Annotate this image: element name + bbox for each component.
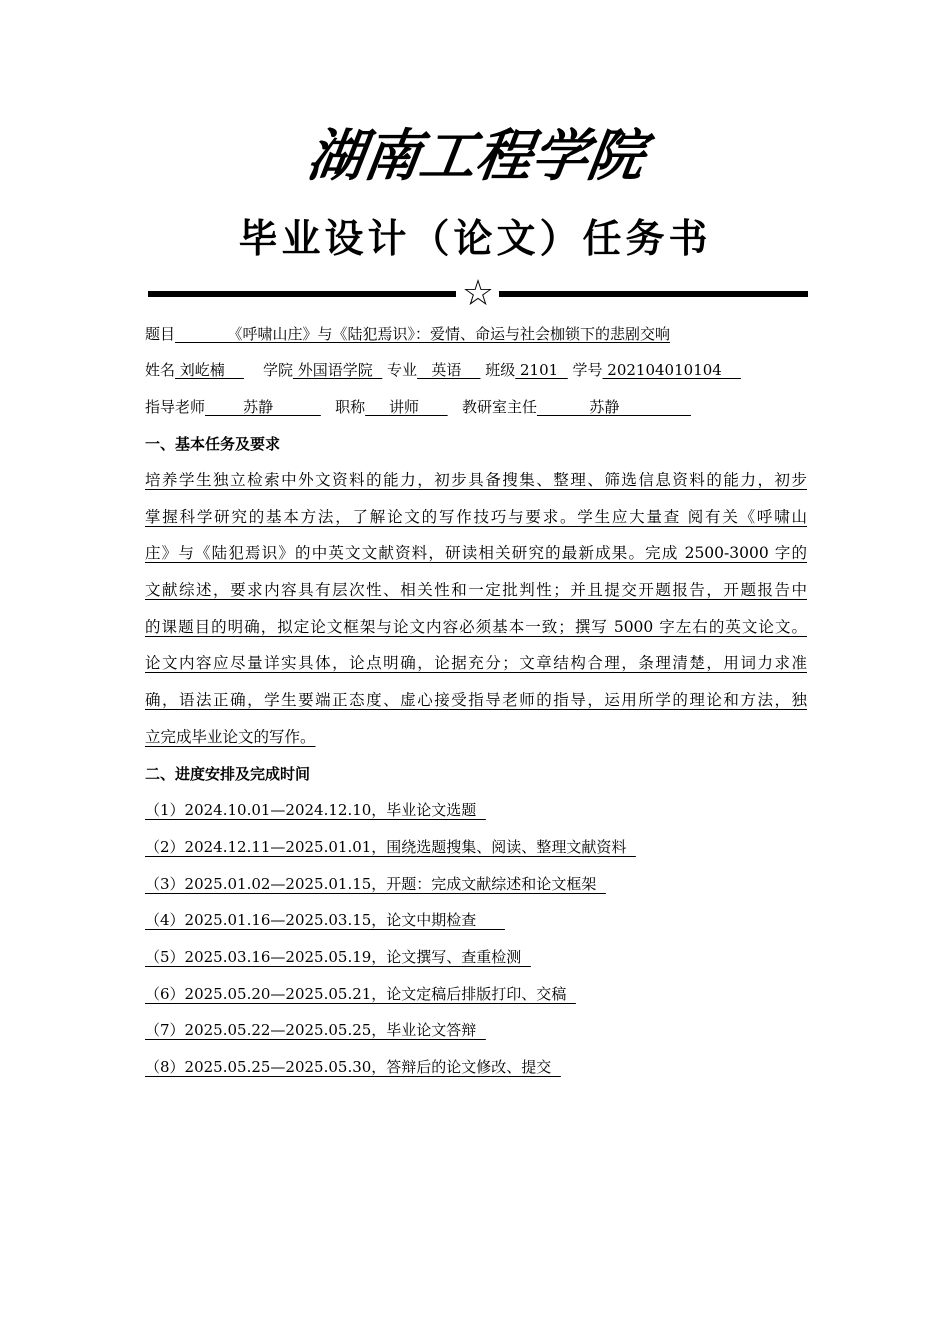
student-row — [145, 360, 741, 380]
schedule-item: （2）2024.12.11—2025.01.01，围绕选题搜集、阅读、整理文献资料 — [145, 838, 636, 856]
class-value: 2101 — [515, 361, 568, 379]
director-value: 苏静 — [536, 398, 691, 416]
topic-row — [145, 324, 670, 344]
divider-right — [499, 291, 808, 297]
section1-line: 掌握科学研究的基本方法，了解论文的写作技巧与要求。学生应大量查 阅有关《呼啸山 — [145, 508, 807, 526]
schedule-item: （1）2024.10.01—2024.12.10，毕业论文选题 — [145, 801, 486, 819]
document-title: 毕业设计（论文）任务书 — [238, 217, 712, 262]
schedule-item: （6）2025.05.20—2025.05.21，论文定稿后排版打印、交稿 — [145, 985, 576, 1003]
schedule-item: （3）2025.01.02—2025.01.15，开题：完成文献综述和论文框架 — [145, 875, 606, 893]
name-value: 刘屹楠 — [175, 361, 244, 379]
section1-line: 论文内容应尽量详实具体，论点明确，论据充分；文章结构合理，条理清楚，用词力求准 — [145, 654, 807, 672]
topic-value: 《呼啸山庄》与《陆犯焉识》：爱情、命运与社会枷锁下的悲剧交响 — [175, 325, 670, 343]
section1-line: 庄》与《陆犯焉识》的中英文文献资料，研读相关研究的最新成果。完成 2500-3000 字的 — [145, 544, 807, 562]
rank-value: 讲师 — [365, 398, 448, 416]
section1-line: 培养学生独立检索中外文资料的能力，初步具备搜集、整理、筛选信息资料的能力，初步 — [145, 471, 807, 489]
section1-line: 的课题目的明确，拟定论文框架与论文内容必须基本一致；撰写 5000 字左右的英文论文。 — [145, 618, 807, 636]
section1-line: 立完成毕业论文的写作。 — [145, 728, 316, 746]
section2-heading: 二、进度安排及完成时间 — [145, 765, 311, 783]
schedule-item: （7）2025.05.22—2025.05.25，毕业论文答辩 — [145, 1021, 486, 1039]
college-label: 学院 — [262, 361, 293, 379]
advisor-row — [145, 397, 691, 417]
divider-left — [148, 291, 456, 297]
star-icon: ☆ — [461, 273, 495, 314]
name-label: 姓名 — [145, 361, 176, 379]
college-value: 外国语学院 — [292, 361, 383, 379]
schedule-item: （4）2025.01.16—2025.03.15，论文中期检查 — [145, 911, 505, 929]
advisor-value: 苏静 — [205, 398, 321, 416]
class-label: 班级 — [485, 361, 516, 379]
schedule-item: （8）2025.05.25—2025.05.30，答辩后的论文修改、提交 — [145, 1058, 561, 1076]
section1-line: 确，语法正确，学生要端正态度、虚心接受指导老师的指导，运用所学的理论和方法，独 — [145, 691, 807, 709]
schedule-item: （5）2025.03.16—2025.05.19，论文撰写、查重检测 — [145, 948, 531, 966]
section1-line: 文献综述，要求内容具有层次性、相关性和一定批判性；并且提交开题报告，开题报告中 — [145, 581, 807, 599]
topic-label: 题目 — [145, 325, 176, 343]
advisor-label: 指导老师 — [145, 398, 206, 416]
university-logo: 湖南工程学院 — [303, 123, 649, 189]
id-label: 学号 — [572, 361, 603, 379]
major-label: 专业 — [387, 361, 418, 379]
id-value: 202104010104 — [602, 361, 741, 379]
major-value: 英语 — [417, 361, 481, 379]
rank-label: 职称 — [335, 398, 366, 416]
director-label: 教研室主任 — [461, 398, 537, 416]
section1-heading: 一、基本任务及要求 — [145, 435, 281, 453]
